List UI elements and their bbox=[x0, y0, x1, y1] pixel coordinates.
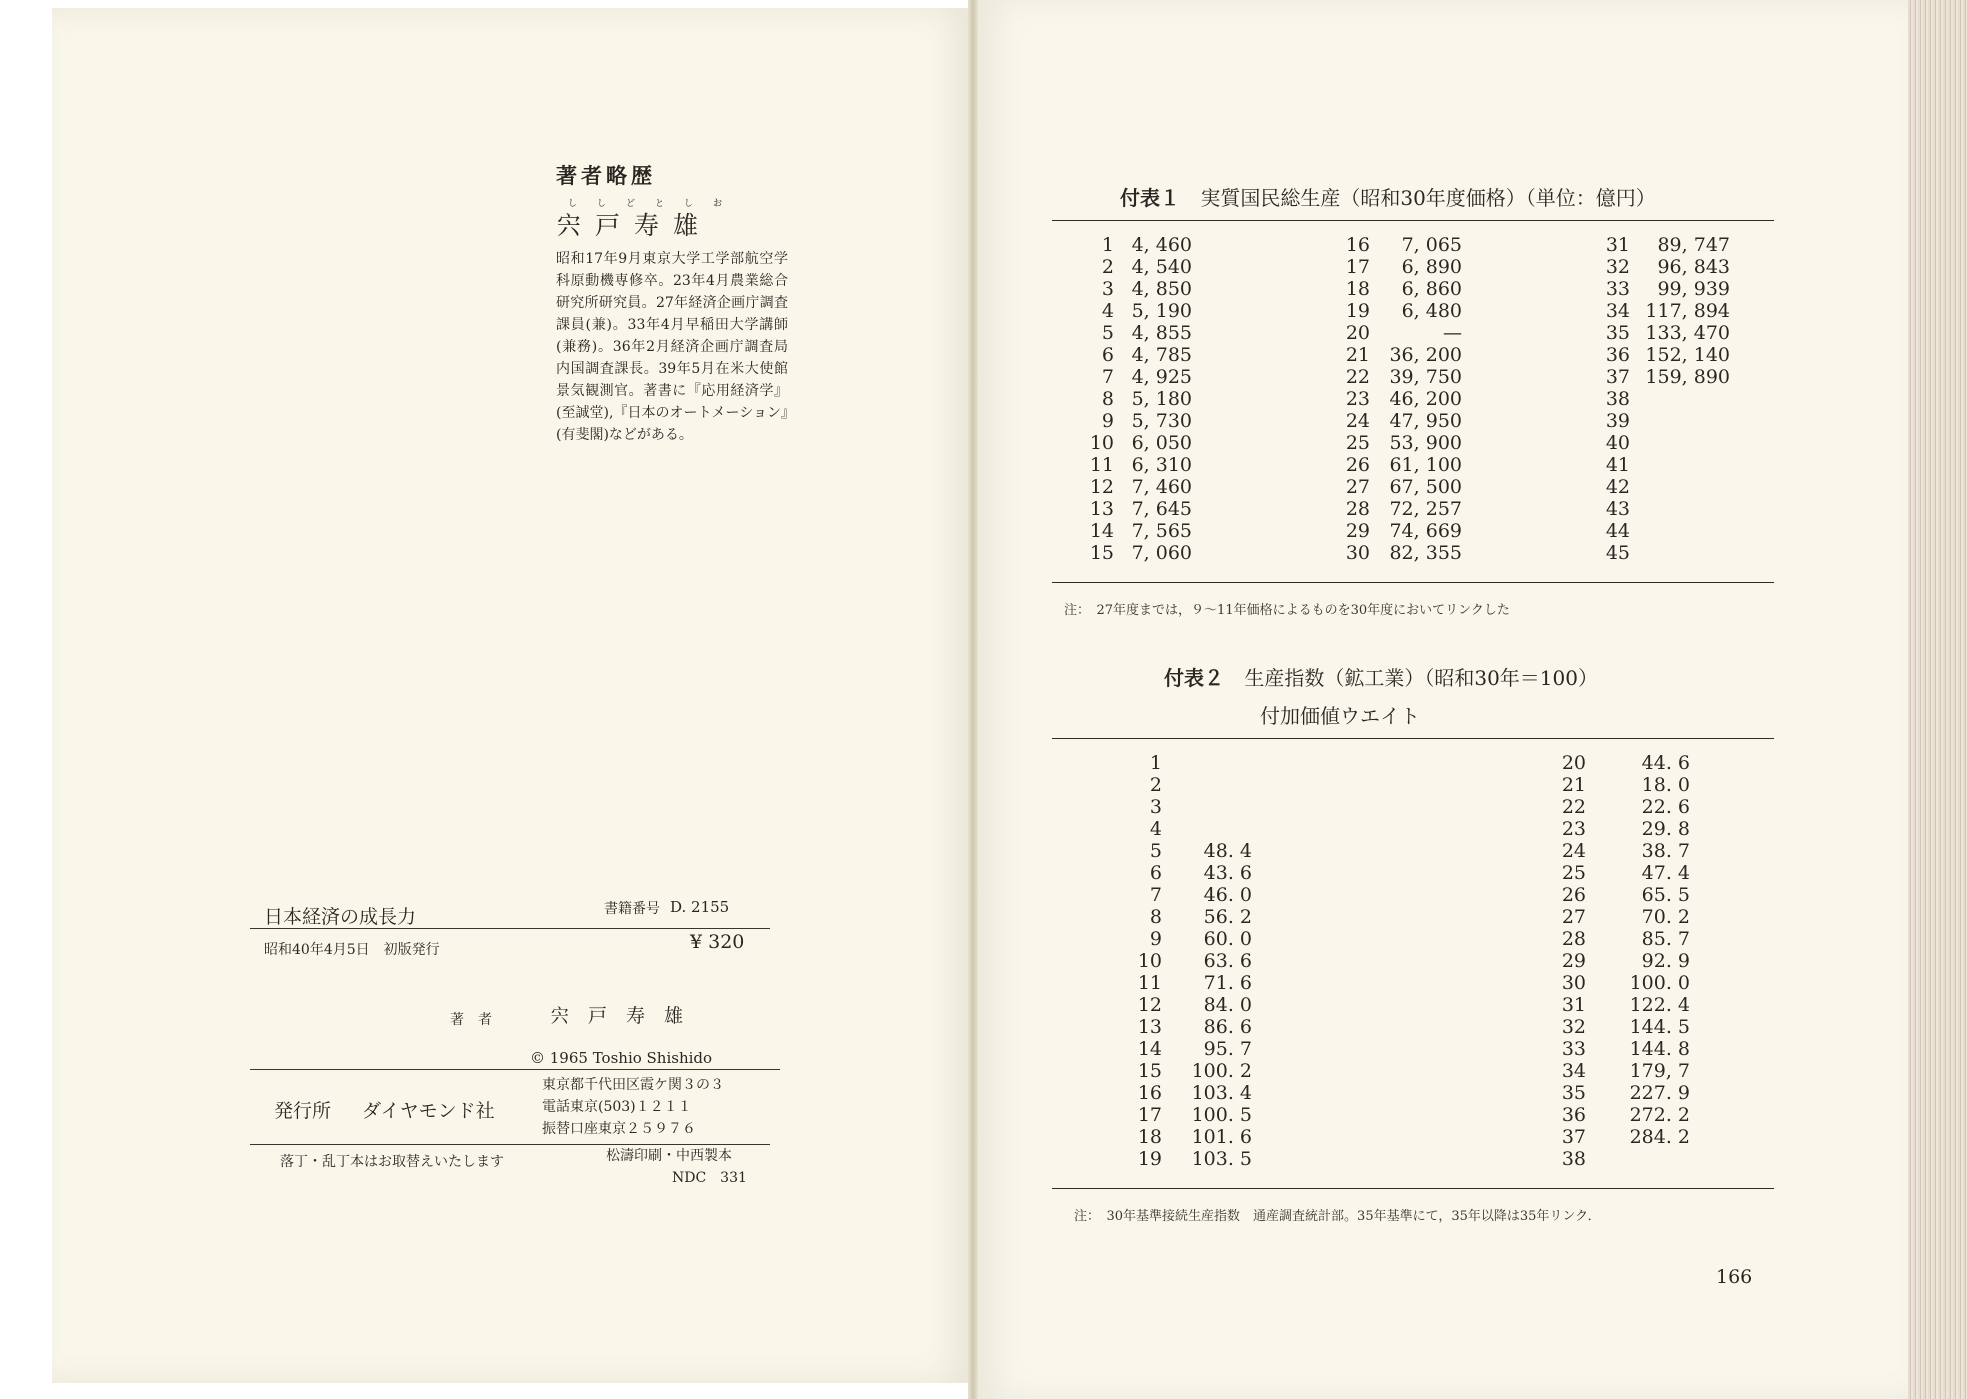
row-value: 18. 0 bbox=[1641, 774, 1690, 796]
row-value: 7, 460 bbox=[1131, 476, 1192, 498]
row-year: 18 bbox=[1137, 1126, 1162, 1148]
table-row bbox=[1330, 498, 1462, 520]
table2-label: 付表２ bbox=[1164, 666, 1224, 690]
table-row bbox=[1330, 344, 1462, 366]
row-value: 144. 5 bbox=[1629, 1016, 1690, 1038]
table-row bbox=[1080, 542, 1192, 564]
row-value: 122. 4 bbox=[1629, 994, 1690, 1016]
row-year: 34 bbox=[1561, 1060, 1586, 1082]
row-year: 1 bbox=[1149, 752, 1162, 774]
row-year: 20 bbox=[1345, 322, 1370, 344]
publisher-phone: 電話東京(503)１２１１ bbox=[542, 1099, 692, 1115]
row-value: 67, 500 bbox=[1389, 476, 1462, 498]
publish-date: 昭和40年4月5日 初版発行 bbox=[264, 942, 440, 958]
row-year: 15 bbox=[1089, 542, 1114, 564]
table-row bbox=[1110, 950, 1252, 972]
table1-column bbox=[1330, 234, 1462, 564]
row-year: 22 bbox=[1345, 366, 1370, 388]
row-value bbox=[1630, 498, 1730, 520]
row-value: 95. 7 bbox=[1203, 1038, 1252, 1060]
row-year: 29 bbox=[1345, 520, 1370, 542]
table-row bbox=[1080, 322, 1192, 344]
table-row bbox=[1110, 1126, 1252, 1148]
table-row bbox=[1584, 300, 1730, 322]
table-row bbox=[1080, 432, 1192, 454]
table2-note: 注： 30年基準接続生産指数 通産調査統計部。35年基準にて，35年以降は35年リンク． bbox=[1074, 1209, 1601, 1224]
row-year: 41 bbox=[1605, 454, 1630, 476]
row-year: 39 bbox=[1605, 410, 1630, 432]
row-value: — bbox=[1443, 322, 1462, 344]
row-year: 3 bbox=[1101, 278, 1114, 300]
table-row bbox=[1330, 410, 1462, 432]
row-value bbox=[1162, 774, 1252, 796]
table-row bbox=[1110, 840, 1252, 862]
row-year: 8 bbox=[1149, 906, 1162, 928]
row-year: 15 bbox=[1137, 1060, 1162, 1082]
row-year: 35 bbox=[1561, 1082, 1586, 1104]
table-row bbox=[1110, 774, 1252, 796]
table-row bbox=[1530, 1038, 1690, 1060]
publisher-name: ダイヤモンド社 bbox=[362, 1100, 495, 1122]
row-year: 38 bbox=[1605, 388, 1630, 410]
bio-author-name: 宍戸寿雄 bbox=[556, 211, 713, 240]
row-year: 11 bbox=[1089, 454, 1114, 476]
row-value: 6, 890 bbox=[1401, 256, 1462, 278]
table-row bbox=[1530, 1148, 1690, 1170]
table-row bbox=[1530, 1060, 1690, 1082]
row-year: 31 bbox=[1561, 994, 1586, 1016]
row-year: 7 bbox=[1101, 366, 1114, 388]
table-row bbox=[1530, 752, 1690, 774]
colophon-author: 宍 戸 寿 雄 bbox=[550, 1005, 684, 1027]
row-value bbox=[1630, 476, 1730, 498]
row-year: 40 bbox=[1605, 432, 1630, 454]
author-bio bbox=[556, 160, 956, 446]
row-year: 38 bbox=[1561, 1148, 1586, 1170]
table2-title: 生産指数（鉱工業）（昭和30年＝100） bbox=[1244, 666, 1598, 690]
row-year: 33 bbox=[1605, 278, 1630, 300]
row-value: 63. 6 bbox=[1203, 950, 1252, 972]
table-row bbox=[1530, 818, 1690, 840]
row-year: 6 bbox=[1101, 344, 1114, 366]
row-value: 179, 7 bbox=[1629, 1060, 1690, 1082]
table2-top-rule bbox=[1052, 738, 1774, 739]
row-value: 43. 6 bbox=[1203, 862, 1252, 884]
row-value: 227. 9 bbox=[1629, 1082, 1690, 1104]
row-year: 36 bbox=[1605, 344, 1630, 366]
row-value: 284. 2 bbox=[1629, 1126, 1690, 1148]
table-row bbox=[1584, 454, 1730, 476]
row-year: 27 bbox=[1561, 906, 1586, 928]
row-year: 14 bbox=[1137, 1038, 1162, 1060]
table-row bbox=[1584, 542, 1730, 564]
row-value bbox=[1630, 542, 1730, 564]
table-row bbox=[1584, 344, 1730, 366]
row-year: 5 bbox=[1101, 322, 1114, 344]
row-year: 32 bbox=[1561, 1016, 1586, 1038]
table-row bbox=[1110, 1060, 1252, 1082]
table-row bbox=[1330, 366, 1462, 388]
row-value: 4, 850 bbox=[1131, 278, 1192, 300]
publisher-label: 発行所 bbox=[274, 1100, 332, 1122]
table-row bbox=[1530, 796, 1690, 818]
table-row bbox=[1584, 410, 1730, 432]
row-year: 13 bbox=[1137, 1016, 1162, 1038]
row-year: 26 bbox=[1345, 454, 1370, 476]
row-value bbox=[1162, 796, 1252, 818]
row-value: 4, 855 bbox=[1131, 322, 1192, 344]
row-year: 18 bbox=[1345, 278, 1370, 300]
row-value: 82, 355 bbox=[1389, 542, 1462, 564]
row-year: 2 bbox=[1101, 256, 1114, 278]
row-value: 96, 843 bbox=[1657, 256, 1730, 278]
table-row bbox=[1530, 884, 1690, 906]
row-value: 92. 9 bbox=[1641, 950, 1690, 972]
row-value: 133, 470 bbox=[1645, 322, 1730, 344]
table-row bbox=[1110, 818, 1252, 840]
table-row bbox=[1110, 796, 1252, 818]
table-row bbox=[1110, 1082, 1252, 1104]
row-value bbox=[1162, 752, 1252, 774]
table-row bbox=[1530, 1016, 1690, 1038]
row-year: 24 bbox=[1561, 840, 1586, 862]
table-row bbox=[1080, 476, 1192, 498]
table-row bbox=[1584, 476, 1730, 498]
table-row bbox=[1530, 972, 1690, 994]
row-value: 84. 0 bbox=[1203, 994, 1252, 1016]
table-row bbox=[1530, 774, 1690, 796]
table-row bbox=[1584, 432, 1730, 454]
row-year: 44 bbox=[1605, 520, 1630, 542]
table-row bbox=[1584, 366, 1730, 388]
table-row bbox=[1530, 840, 1690, 862]
row-year: 31 bbox=[1605, 234, 1630, 256]
row-value: 7, 060 bbox=[1131, 542, 1192, 564]
table2-bottom-rule bbox=[1052, 1188, 1774, 1189]
table1-title: 実質国民総生産（昭和30年度価格）（単位：億円） bbox=[1200, 186, 1656, 210]
row-value: 5, 190 bbox=[1131, 300, 1192, 322]
row-value: 47. 4 bbox=[1641, 862, 1690, 884]
row-value: 85. 7 bbox=[1641, 928, 1690, 950]
row-year: 33 bbox=[1561, 1038, 1586, 1060]
row-value: 159, 890 bbox=[1645, 366, 1730, 388]
table-row bbox=[1530, 1082, 1690, 1104]
row-value: 56. 2 bbox=[1203, 906, 1252, 928]
book-number-label: 書籍番号 bbox=[604, 901, 660, 917]
row-value: 103. 4 bbox=[1191, 1082, 1252, 1104]
row-value: 7, 065 bbox=[1401, 234, 1462, 256]
table-row bbox=[1080, 278, 1192, 300]
table1-heading bbox=[1120, 182, 1656, 211]
table-row bbox=[1584, 322, 1730, 344]
table-row bbox=[1110, 994, 1252, 1016]
row-year: 16 bbox=[1345, 234, 1370, 256]
replacement-notice: 落丁・乱丁本はお取替えいたします bbox=[280, 1154, 504, 1170]
table-row bbox=[1110, 752, 1252, 774]
colophon bbox=[250, 898, 780, 1189]
row-year: 37 bbox=[1605, 366, 1630, 388]
row-year: 17 bbox=[1137, 1104, 1162, 1126]
row-year: 11 bbox=[1137, 972, 1162, 994]
row-year: 19 bbox=[1345, 300, 1370, 322]
row-value: 100. 0 bbox=[1629, 972, 1690, 994]
table-row bbox=[1530, 862, 1690, 884]
table-row bbox=[1110, 1148, 1252, 1170]
row-value: 5, 730 bbox=[1131, 410, 1192, 432]
row-year: 34 bbox=[1605, 300, 1630, 322]
row-year: 25 bbox=[1561, 862, 1586, 884]
row-year: 22 bbox=[1561, 796, 1586, 818]
table-row bbox=[1584, 388, 1730, 410]
page-edges bbox=[1908, 0, 1967, 1399]
row-value bbox=[1162, 818, 1252, 840]
row-value: 70. 2 bbox=[1641, 906, 1690, 928]
table-row bbox=[1530, 928, 1690, 950]
table2-column bbox=[1110, 752, 1252, 1170]
table-row bbox=[1080, 410, 1192, 432]
row-year: 45 bbox=[1605, 542, 1630, 564]
row-value: 144. 8 bbox=[1629, 1038, 1690, 1060]
table-row bbox=[1530, 1104, 1690, 1126]
row-value: 86. 6 bbox=[1203, 1016, 1252, 1038]
table-row bbox=[1110, 972, 1252, 994]
row-year: 24 bbox=[1345, 410, 1370, 432]
book-gutter bbox=[968, 0, 978, 1399]
table-row bbox=[1530, 994, 1690, 1016]
row-year: 30 bbox=[1345, 542, 1370, 564]
table-row bbox=[1330, 300, 1462, 322]
book-title: 日本経済の成長力 bbox=[264, 906, 417, 928]
price: ¥ 320 bbox=[690, 931, 745, 953]
row-year: 16 bbox=[1137, 1082, 1162, 1104]
row-year: 21 bbox=[1345, 344, 1370, 366]
row-year: 13 bbox=[1089, 498, 1114, 520]
book-number: D. 2155 bbox=[670, 898, 730, 916]
ndc-code: NDC 331 bbox=[672, 1170, 747, 1186]
row-value: 38. 7 bbox=[1641, 840, 1690, 862]
row-value: 6, 860 bbox=[1401, 278, 1462, 300]
table-row bbox=[1530, 1126, 1690, 1148]
row-value: 48. 4 bbox=[1203, 840, 1252, 862]
table-row bbox=[1584, 498, 1730, 520]
row-year: 10 bbox=[1137, 950, 1162, 972]
row-value: 61, 100 bbox=[1389, 454, 1462, 476]
row-value: 47, 950 bbox=[1389, 410, 1462, 432]
row-value: 4, 925 bbox=[1131, 366, 1192, 388]
bio-name-ruby: ししどとしお bbox=[568, 199, 743, 209]
row-value: 29. 8 bbox=[1641, 818, 1690, 840]
row-value: 46, 200 bbox=[1389, 388, 1462, 410]
table-row bbox=[1330, 476, 1462, 498]
table-row bbox=[1330, 278, 1462, 300]
table-row bbox=[1080, 388, 1192, 410]
row-year: 12 bbox=[1089, 476, 1114, 498]
row-value bbox=[1630, 388, 1730, 410]
row-year: 3 bbox=[1149, 796, 1162, 818]
row-value: 72, 257 bbox=[1389, 498, 1462, 520]
row-value bbox=[1630, 520, 1730, 542]
row-value: 4, 540 bbox=[1131, 256, 1192, 278]
printer: 松濤印刷・中西製本 bbox=[606, 1148, 732, 1164]
row-year: 10 bbox=[1089, 432, 1114, 454]
table1-top-rule bbox=[1052, 220, 1774, 221]
row-year: 17 bbox=[1345, 256, 1370, 278]
row-year: 26 bbox=[1561, 884, 1586, 906]
row-year: 30 bbox=[1561, 972, 1586, 994]
row-year: 32 bbox=[1605, 256, 1630, 278]
table-row bbox=[1080, 300, 1192, 322]
row-year: 1 bbox=[1101, 234, 1114, 256]
row-value: 74, 669 bbox=[1389, 520, 1462, 542]
row-year: 43 bbox=[1605, 498, 1630, 520]
row-value bbox=[1630, 432, 1730, 454]
row-value: 4, 785 bbox=[1131, 344, 1192, 366]
table-row bbox=[1110, 906, 1252, 928]
row-value: 100. 2 bbox=[1191, 1060, 1252, 1082]
table-row bbox=[1110, 1016, 1252, 1038]
row-year: 4 bbox=[1149, 818, 1162, 840]
row-year: 29 bbox=[1561, 950, 1586, 972]
row-value bbox=[1630, 410, 1730, 432]
row-value: 36, 200 bbox=[1389, 344, 1462, 366]
row-value: 53, 900 bbox=[1389, 432, 1462, 454]
row-year: 9 bbox=[1101, 410, 1114, 432]
row-value: 60. 0 bbox=[1203, 928, 1252, 950]
row-year: 5 bbox=[1149, 840, 1162, 862]
table2-heading bbox=[1164, 662, 1598, 691]
table-row bbox=[1584, 256, 1730, 278]
table-row bbox=[1330, 432, 1462, 454]
row-value: 22. 6 bbox=[1641, 796, 1690, 818]
row-value: 272. 2 bbox=[1629, 1104, 1690, 1126]
publisher-address: 東京都千代田区霞ケ関３の３ bbox=[542, 1077, 724, 1093]
row-year: 20 bbox=[1561, 752, 1586, 774]
table-row bbox=[1330, 256, 1462, 278]
author-label: 著 者 bbox=[450, 1012, 492, 1028]
table2-column bbox=[1530, 752, 1690, 1170]
row-value: 71. 6 bbox=[1203, 972, 1252, 994]
publisher-transfer: 振替口座東京２５９７６ bbox=[542, 1121, 696, 1137]
table-row bbox=[1330, 388, 1462, 410]
table1-note: 注： 27年度までは，９～11年価格によるものを30年度においてリンクした bbox=[1064, 603, 1510, 618]
row-year: 42 bbox=[1605, 476, 1630, 498]
row-year: 4 bbox=[1101, 300, 1114, 322]
row-value: 7, 565 bbox=[1131, 520, 1192, 542]
table-row bbox=[1110, 862, 1252, 884]
table-row bbox=[1080, 234, 1192, 256]
row-year: 7 bbox=[1149, 884, 1162, 906]
table1-bottom-rule bbox=[1052, 582, 1774, 583]
row-value: 39, 750 bbox=[1389, 366, 1462, 388]
table-row bbox=[1330, 454, 1462, 476]
table-row bbox=[1584, 278, 1730, 300]
row-year: 12 bbox=[1137, 994, 1162, 1016]
table-row bbox=[1110, 884, 1252, 906]
row-value: 89, 747 bbox=[1657, 234, 1730, 256]
page-number: 166 bbox=[1716, 1266, 1753, 1288]
row-year: 23 bbox=[1345, 388, 1370, 410]
table-row bbox=[1330, 322, 1462, 344]
row-value: 152, 140 bbox=[1645, 344, 1730, 366]
table1-label: 付表１ bbox=[1120, 186, 1180, 210]
row-year: 8 bbox=[1101, 388, 1114, 410]
row-year: 2 bbox=[1149, 774, 1162, 796]
row-value bbox=[1630, 454, 1730, 476]
row-year: 6 bbox=[1149, 862, 1162, 884]
table-row bbox=[1110, 928, 1252, 950]
table-row bbox=[1530, 950, 1690, 972]
row-year: 21 bbox=[1561, 774, 1586, 796]
row-value: 6, 480 bbox=[1401, 300, 1462, 322]
table-row bbox=[1080, 520, 1192, 542]
row-value: 6, 050 bbox=[1131, 432, 1192, 454]
table2-subtitle: 付加価値ウエイト bbox=[1260, 704, 1420, 728]
row-value: 65. 5 bbox=[1641, 884, 1690, 906]
row-year: 19 bbox=[1137, 1148, 1162, 1170]
bio-heading: 著者略歴 bbox=[556, 164, 656, 188]
bio-text: 昭和17年9月東京大学工学部航空学科原動機専修卒。23年4月農業総合研究所研究員。27年経済企画庁調査課員(兼)。33年4月早稲田大学講師(兼務)。36年2月経済企画庁調査局内国調査課長。39年5月在米大使館景気観測官。著書に『応用経済学』(至誠堂),『日本のオートメーション』(有斐閣)などがある。 bbox=[556, 251, 788, 443]
row-value: 117, 894 bbox=[1645, 300, 1730, 322]
row-value bbox=[1586, 1148, 1690, 1170]
table-row bbox=[1080, 256, 1192, 278]
table-row bbox=[1080, 454, 1192, 476]
row-year: 37 bbox=[1561, 1126, 1586, 1148]
row-value: 103. 5 bbox=[1191, 1148, 1252, 1170]
row-value: 4, 460 bbox=[1131, 234, 1192, 256]
table-row bbox=[1584, 520, 1730, 542]
row-year: 36 bbox=[1561, 1104, 1586, 1126]
row-value: 99, 939 bbox=[1657, 278, 1730, 300]
table-row bbox=[1584, 234, 1730, 256]
table-row bbox=[1330, 234, 1462, 256]
row-value: 6, 310 bbox=[1131, 454, 1192, 476]
row-year: 35 bbox=[1605, 322, 1630, 344]
table-row bbox=[1080, 498, 1192, 520]
table-row bbox=[1110, 1038, 1252, 1060]
table-row bbox=[1330, 520, 1462, 542]
row-value: 5, 180 bbox=[1131, 388, 1192, 410]
copyright: © 1965 Toshio Shishido bbox=[530, 1049, 713, 1067]
row-value: 100. 5 bbox=[1191, 1104, 1252, 1126]
row-year: 14 bbox=[1089, 520, 1114, 542]
table-row bbox=[1330, 542, 1462, 564]
table-row bbox=[1110, 1104, 1252, 1126]
row-year: 27 bbox=[1345, 476, 1370, 498]
table1-column bbox=[1080, 234, 1192, 564]
row-year: 9 bbox=[1149, 928, 1162, 950]
row-value: 46. 0 bbox=[1203, 884, 1252, 906]
table-row bbox=[1530, 906, 1690, 928]
row-value: 7, 645 bbox=[1131, 498, 1192, 520]
table-row bbox=[1080, 344, 1192, 366]
row-year: 25 bbox=[1345, 432, 1370, 454]
row-year: 28 bbox=[1561, 928, 1586, 950]
row-year: 28 bbox=[1345, 498, 1370, 520]
row-year: 23 bbox=[1561, 818, 1586, 840]
row-value: 101. 6 bbox=[1191, 1126, 1252, 1148]
table-row bbox=[1080, 366, 1192, 388]
row-value: 44. 6 bbox=[1641, 752, 1690, 774]
table1-column bbox=[1584, 234, 1730, 564]
